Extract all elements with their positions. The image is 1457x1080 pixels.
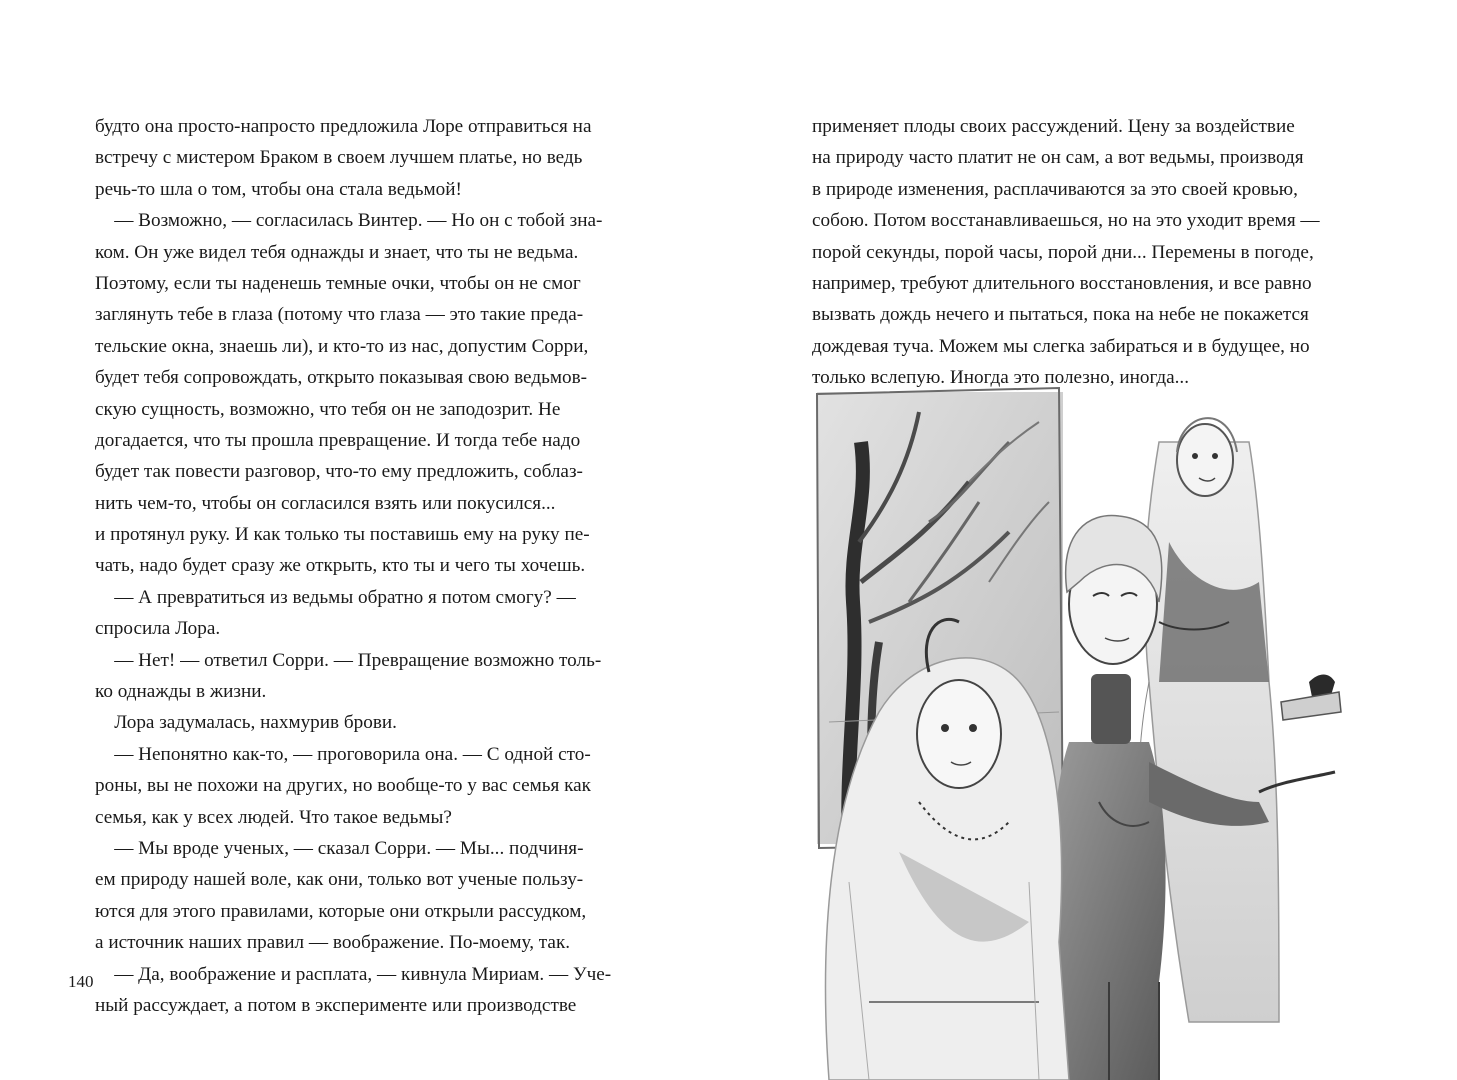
left-page-text-line: ком. Он уже видел тебя однажды и знает, что ты не ведьма. [95,241,579,263]
right-page-text-line: например, требуют длительного восстановления, и все равно [812,272,1312,294]
left-page-text-line: будет тебя сопровождать, открыто показывая свою ведьмов- [95,367,588,389]
left-page-text-line: речь-то шла о том, чтобы она стала ведьмой! [95,178,462,200]
left-page-text-line: Поэтому, если ты наденешь темные очки, чтобы он не смог [95,272,581,294]
left-page-text-line: ный рассуждает, а потом в эксперименте или производстве [95,994,577,1016]
left-page-text-line: встречу с мистером Браком в своем лучшем платье, но ведь [95,147,583,169]
left-page-text [95,111,611,1021]
left-page-text-line: тельские окна, знаешь ли), и кто-то из нас, допустим Сорри, [95,335,589,357]
left-page-text-line: роны, вы не похожи на других, но вообще-то у вас семья как [95,775,591,797]
left-page-text-line: — Нет! — ответил Сорри. — Превращение возможно толь- [95,649,602,671]
left-page [0,0,728,1080]
right-page-text-line: вызвать дождь нечего и пытаться, пока на небе не покажется [812,304,1309,326]
left-page-text-line: а источник наших правил — воображение. По-моему, так. [95,932,571,954]
left-page-text-line: заглянуть тебе в глаза (потому что глаза — это такие преда- [95,304,584,326]
left-page-text-line: Лора задумалась, нахмурив брови. [95,712,397,734]
left-page-text-line: чать, надо будет сразу же открыть, кто ты и чего ты хочешь. [95,555,586,577]
left-page-text-line: будет так повести разговор, что-то ему предложить, соблаз- [95,461,583,483]
right-page-text-line: порой секунды, порой часы, порой дни... Перемены в погоде, [812,241,1314,263]
left-page-text-line: — А превратиться из ведьмы обратно я потом смогу? — [95,586,576,608]
right-page-text-line: в природе изменения, расплачиваются за это своей кровью, [812,178,1298,200]
right-page-text-line: применяет плоды своих рассуждений. Цену за воздействие [812,116,1295,137]
right-page-text [812,111,1320,394]
right-page-text-line: на природу часто платит не он сам, а вот ведьмы, производя [812,147,1304,169]
left-page-text-line: скую сущность, возможно, что тебя он не заподозрит. Не [95,398,561,420]
right-page-text-line: дождевая туча. Можем мы слегка забираться и в будущее, но [812,335,1310,357]
left-page-text-line: — Возможно, — согласилась Винтер. — Но он с тобой зна- [95,210,603,232]
left-page-text-line: догадается, что ты прошла превращение. И тогда тебе надо [95,429,581,451]
right-page [728,0,1457,1080]
left-page-text-line: — Непонятно как-то, — проговорила она. — С одной сто- [95,743,591,765]
left-page-text-line: — Да, воображение и расплата, — кивнула Мириам. — Уче- [95,963,612,985]
pencil-illustration [809,382,1349,1080]
left-page-text-line: ем природу нашей воле, как они, только вот ученые пользу- [95,869,584,891]
right-page-text-line: собою. Потом восстанавливаешься, но на это уходит время — [812,210,1320,232]
left-page-text-line: ются для этого правилами, которые они открыли рассудком, [95,900,587,922]
right-page-text-line: только вслепую. Иногда это полезно, иногда... [812,367,1190,389]
illustration-drawing [809,382,1349,1080]
left-page-text-line: будто она просто-напросто предложила Лоре отправиться на [95,116,592,137]
left-page-text-line: спросила Лора. [95,618,221,640]
left-page-text-line: — Мы вроде ученых, — сказал Сорри. — Мы... подчиня- [95,837,584,859]
left-page-text-line: ко однажды в жизни. [95,681,267,703]
page-number: 140 [68,972,94,991]
left-page-text-line: нить чем-то, чтобы он согласился взять или покусился... [95,492,556,514]
left-page-text-line: семья, как у всех людей. Что такое ведьмы? [95,806,452,828]
left-page-text-line: и протянул руку. И как только ты поставишь ему на руку пе- [95,524,590,546]
